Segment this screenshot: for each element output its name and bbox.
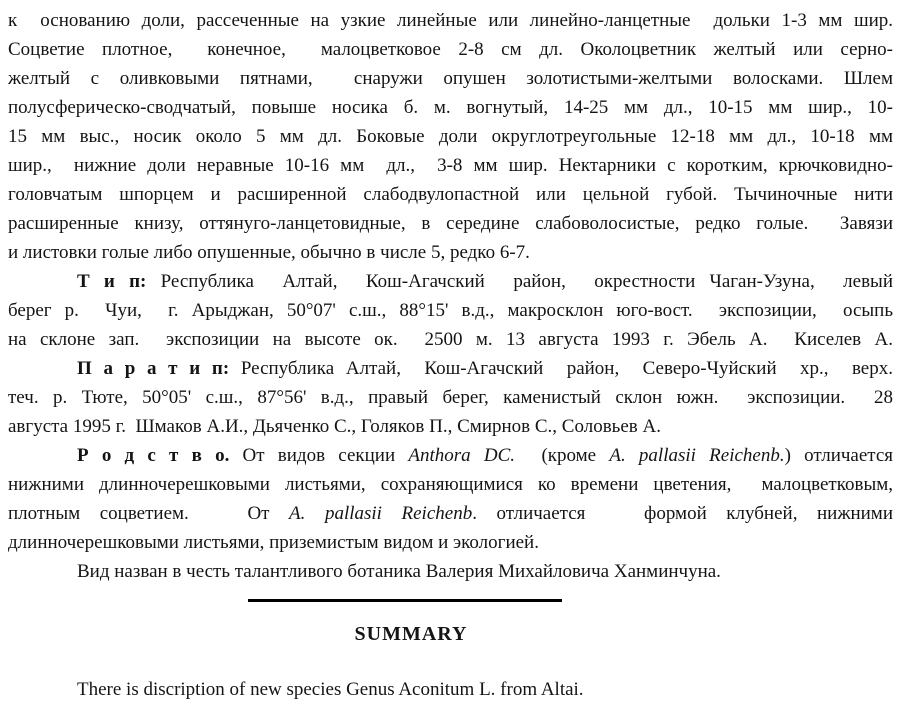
text-segment: нижними длинночерешковыми листьями, сохраняющимися ко времени цветения, малоцветковым, (8, 474, 893, 495)
text-line (8, 151, 893, 180)
text-line (8, 441, 893, 470)
text-segment: . отличается формой клубней, нижними (472, 503, 893, 524)
text-line (8, 267, 893, 296)
text-line (8, 354, 893, 383)
text-segment: Р о д с т в о. (77, 445, 230, 466)
text-segment: П а р а т и п: (77, 358, 230, 379)
text-segment: Anthora DC. (408, 445, 516, 466)
text-segment: ) отличается (784, 445, 893, 466)
text-segment: От видов секции (229, 445, 409, 466)
text-segment: Республика Алтай, Кош-Агачский район, окрестности Чаган-Узуна, левый (146, 271, 893, 292)
text-segment: Т и п: (77, 271, 147, 292)
text-segment: и листовки голые либо опушенные, обычно в числе 5, редко 6-7. (8, 242, 530, 263)
text-line (8, 528, 893, 557)
text-segment: Вид назван в честь талантливого ботаника Валерия Михайловича Ханминчуна. (77, 561, 721, 582)
text-segment: желтый с оливковыми пятнами, снаружи опушен золотистыми-желтыми волосками. Шлем (8, 68, 893, 89)
text-line (8, 383, 893, 412)
text-segment: Соцветие плотное, конечное, малоцветковое 2-8 см дл. Околоцветник желтый или серно- (8, 39, 893, 60)
text-segment: 15 мм выс., носик около 5 мм дл. Боковые доли округлотреугольные 12-18 мм дл., 10-18 мм (8, 126, 893, 147)
text-line (8, 64, 893, 93)
text-segment: A. pallasii Reichenb. (609, 445, 785, 466)
summary-divider (248, 599, 562, 602)
text-segment: расширенные книзу, оттянуго-ланцетовидные, в середине слабоволосистые, редко голые. Завязи (8, 213, 893, 234)
text-line (8, 499, 893, 528)
text-segment: теч. р. Тюте, 50°05' с.ш., 87°56' в.д., правый берег, каменистый склон южн. экспозиции. 28 (8, 387, 893, 408)
text-line (8, 35, 893, 64)
text-segment: (кроме (515, 445, 610, 466)
text-line (8, 209, 893, 238)
text-line (8, 557, 893, 586)
text-line (8, 412, 893, 441)
text-segment: на склоне зап. экспозиции на высоте ок. 2500 м. 13 августа 1993 г. Эбель А. Киселев А. (8, 329, 893, 350)
text-segment: шир., нижние доли неравные 10-16 мм дл., 3-8 мм шир. Нектарники с коротким, крючковидно- (8, 155, 893, 176)
text-line (8, 180, 893, 209)
summary-text: There is discription of new species Genus Aconitum L. from Altai. (77, 679, 584, 700)
text-segment: полусферическо-сводчатый, повыше носика б. м. вогнутый, 14-25 мм дл., 10-15 мм шир., 10- (8, 97, 893, 118)
text-segment: плотным соцветием. От (8, 503, 290, 524)
text-segment: длинночерешковыми листьями, приземистым видом и экологией. (8, 532, 539, 553)
text-segment: A. pallasii Reichenb (289, 503, 473, 524)
text-line (8, 325, 893, 354)
text-segment: к основанию доли, рассеченные на узкие линейные или линейно-ланцетные дольки 1-3 мм шир. (8, 10, 893, 31)
text-segment: берег р. Чуи, г. Арыджан, 50°07' с.ш., 88°15' в.д., макросклон юго-вост. экспозиции, осыпь (8, 300, 893, 321)
text-line (8, 93, 893, 122)
text-line (8, 470, 893, 499)
summary-heading: SUMMARY (354, 623, 468, 645)
text-line (8, 238, 893, 267)
text-segment: августа 1995 г. Шмаков А.И., Дьяченко С., Голяков П., Смирнов С., Соловьев А. (8, 416, 661, 437)
text-line (8, 296, 893, 325)
text-segment: головчатым шпорцем и расширенной слабодвулопастной или цельной губой. Тычиночные нити (8, 184, 893, 205)
text-segment: Республика Алтай, Кош-Агачский район, Северо-Чуйский хр., верх. (229, 358, 893, 379)
text-line (8, 122, 893, 151)
text-line (8, 6, 893, 35)
